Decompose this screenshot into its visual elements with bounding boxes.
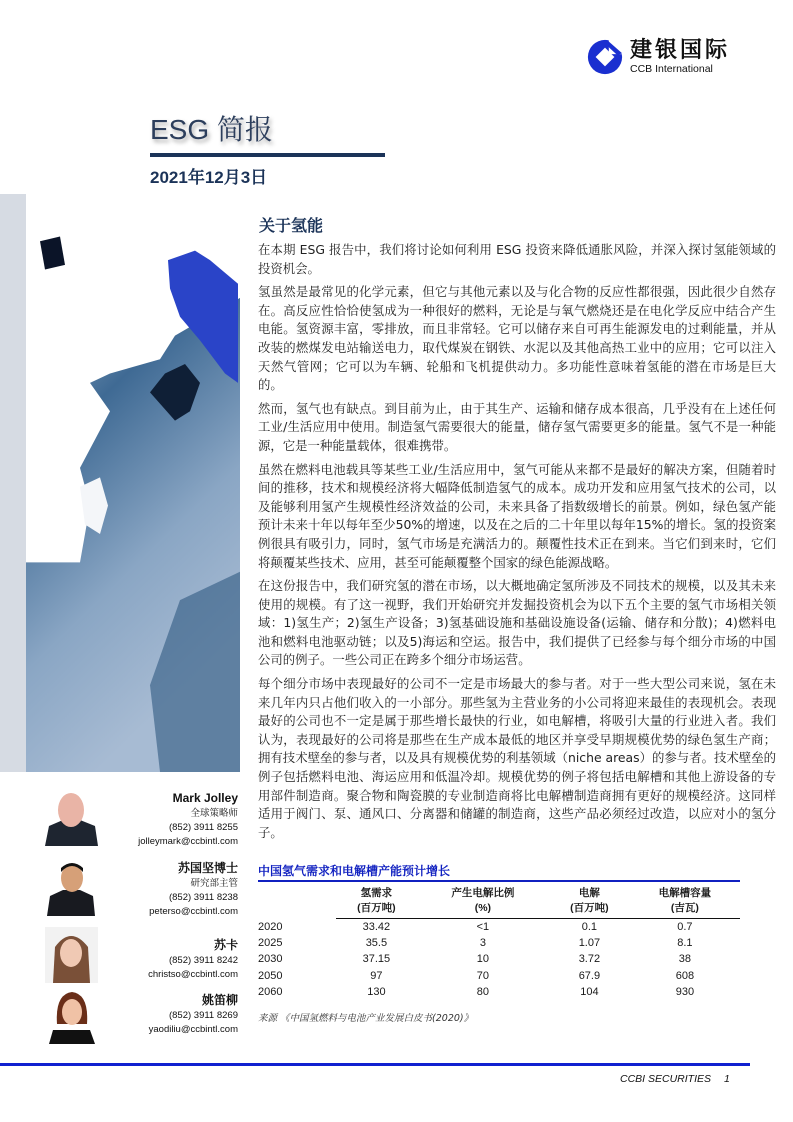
- contact-email[interactable]: peterso@ccbintl.com: [149, 906, 238, 917]
- contact-card: [40, 927, 238, 987]
- table-cell: 0.1: [581, 920, 598, 933]
- table-cell: 10: [476, 953, 490, 966]
- table-cell: 97: [370, 969, 383, 982]
- table-cell: 608: [675, 969, 695, 982]
- contact-title: 研究部主管: [190, 878, 238, 889]
- table-cell: 930: [675, 986, 695, 999]
- footer-rule: [0, 1063, 750, 1066]
- table-source: 来源 《中国氢燃料与电池产业发展白皮书(2020)》: [258, 1013, 474, 1024]
- column-header: 氢需求 (百万吨): [357, 887, 396, 914]
- table-cell: 3.72: [578, 953, 601, 966]
- table-cell: 33.42: [362, 920, 391, 933]
- table-row: [258, 951, 740, 967]
- year-cell: 2025: [258, 937, 283, 950]
- analyst-photo: [45, 988, 98, 1044]
- column-header: 电解 (百万吨): [570, 887, 609, 914]
- column-header: 电解槽容量 (吉瓦): [658, 887, 712, 914]
- table-cell: 0.7: [677, 920, 693, 933]
- table-cell: 35.5: [365, 937, 388, 950]
- page-footer: [620, 1073, 730, 1085]
- contact-title: 全球策略师: [190, 808, 238, 819]
- analyst-photo: [45, 927, 98, 983]
- contact-name: 苏国坚博士: [177, 861, 238, 875]
- brand-logo: [586, 38, 730, 76]
- year-cell: 2020: [258, 920, 283, 933]
- column-header: 产生电解比例 (%): [451, 887, 515, 914]
- contact-name: 姚笛柳: [201, 993, 238, 1007]
- contact-card: [40, 790, 238, 850]
- contact-card: [40, 860, 238, 920]
- table-cell: 1.07: [578, 937, 601, 950]
- page-number: 1: [723, 1073, 730, 1085]
- analyst-photo: [45, 860, 98, 916]
- article-heading: 关于氢能: [259, 216, 324, 235]
- paragraph: 虽然在燃料电池载具等某些工业/生活应用中，氢气可能从来都不是最好的解决方案，但随着时间的推移，技术和规模经济将大幅降低制造氢气的成本。成功开发和应用氢气技术的公司，以及能够利用氢产生规模性经济效益的公司，未来具备了指数级增长的前景。例如，绿色氢产能预计未来十年以每年至少50%的增速，以及在之后的二十年里以每年15%的增长。氢的投资案例很具有吸引力，同时，氢气市场是充满活力的。颠覆性技术正在到来。当它们到来时，它们将颠覆某些技术、应用，甚至可能颠覆整个国家的绿色能源战略。: [258, 461, 776, 570]
- year-cell: 2050: [258, 969, 283, 982]
- report-date: 2021年12月3日: [150, 168, 268, 187]
- brand-name-cn: 建银国际: [630, 38, 731, 63]
- paragraph: 然而，氢气也有缺点。到目前为止，由于其生产、运输和储存成本很高，几乎没有在上述任何工业/生活应用中使用。制造氢气需要很大的能量，储存氢气需要更多的能量。氢气不是一种能源，它是一种能量载体，很难携带。: [258, 400, 776, 453]
- paragraph: 氢虽然是最常见的化学元素，但它与其他元素以及与化合物的反应性都很强，因此很少自然存在。高反应性恰恰使氢成为一种很好的燃料，无论是与氧气燃烧还是在电化学反应中结合产生电能。氢资源丰富，零排放，而且非常轻。它可以储存来自可再生能源发电的过剩能量，并从改装的燃煤发电站输送电力，取代煤炭在钢铁、水泥以及其他高热工业中的应用；它可以注入天然气管网；它可以为车辆、轮船和飞机提供动力。多功能性意味着氢能的潜在市场是巨大的。: [258, 284, 776, 393]
- report-title: ESG 简报: [150, 114, 273, 145]
- table-header-row: [258, 886, 740, 919]
- contact-phone: (852) 3911 8269: [168, 1010, 238, 1021]
- analyst-photo: [45, 790, 98, 846]
- table-cell: <1: [476, 920, 490, 933]
- title-divider: [150, 153, 385, 157]
- table-row: [258, 935, 740, 951]
- contact-name: 苏卡: [213, 938, 238, 952]
- contact-phone: (852) 3911 8242: [168, 955, 238, 966]
- year-cell: 2030: [258, 953, 283, 966]
- table-cell: 37.15: [362, 953, 391, 966]
- paragraph: 在这份报告中，我们研究氢的潜在市场，以大概地确定氢所涉及不同技术的规模，以及其未来使用的规模。有了这一视野，我们开始研究并发掘投资机会为以下五个主要的氢气市场相关领域：1)氢生产；2)氢生产设备；3)氢基础设施和基础设施设备(运输、储存和分散)；4)燃料电池和燃料电池驱动链；以及5)海运和空运。报告中，我们提供了已经参与每个细分市场的中国公司的例子。一些公司正在跨多个细分市场运营。: [258, 578, 776, 668]
- contact-email[interactable]: jolleymark@ccbintl.com: [138, 836, 238, 847]
- column-header: [258, 886, 336, 919]
- table-cell: 70: [476, 969, 490, 982]
- table-row: [258, 968, 740, 984]
- year-cell: 2060: [258, 986, 283, 999]
- ccb-logo-icon: [586, 38, 624, 76]
- world-map-image: [0, 194, 240, 772]
- contact-phone: (852) 3911 8255: [168, 822, 238, 833]
- table-row: [258, 919, 740, 935]
- contact-email[interactable]: christso@ccbintl.com: [148, 969, 238, 980]
- table-cell: 130: [367, 986, 386, 999]
- contact-phone: (852) 3911 8238: [168, 892, 238, 903]
- contact-card: [40, 988, 238, 1048]
- paragraph: 在本期 ESG 报告中，我们将讨论如何利用 ESG 投资来降低通胀风险，并深入探讨氢能领域的投资机会。: [258, 242, 776, 276]
- table-cell: 3: [479, 937, 486, 950]
- contact-name: Mark Jolley: [172, 791, 238, 805]
- table-cell: 104: [580, 986, 599, 999]
- table-cell: 8.1: [677, 937, 693, 950]
- table-cell: 67.9: [578, 969, 601, 982]
- brand-name-en: CCB International: [630, 63, 713, 75]
- contact-email[interactable]: yaodiliu@ccbintl.com: [148, 1024, 238, 1035]
- footer-label: CCBI SECURITIES: [620, 1073, 712, 1085]
- table-cell: 80: [476, 986, 490, 999]
- table-title-rule: [258, 880, 740, 882]
- article-body: [258, 241, 776, 847]
- table-cell: 38: [678, 953, 692, 966]
- table-title: 中国氢气需求和电解槽产能预计增长: [258, 864, 451, 878]
- paragraph: 每个细分市场中表现最好的公司不一定是市场最大的参与者。对于一些大型公司来说，氢在未来几年内只占他们收入的一小部分。那些氢为主营业务的小公司将迎来最佳的表现机会。表现最好的公司也不一定是属于那些增长最快的行业，如电解槽，将吸引大量的行业进入者。我们认为，表现最好的公司将是那些在生产成本最低的地区并享受早期规模优势的绿色氢生产商；拥有技术壁垒的参与者，以及具有规模优势的利基领域（niche areas）的参与者。技术壁垒的例子包括燃料电池、海运应用和低温冷却。规模优势的例子将包括电解槽和其他上游设备的专用部件制造商。聚合物和陶瓷膜的专业制造商将比电解槽制造商拥有更好的规模经济。这同样适用于阀门、泵、通风口、分离器和储罐的制造商，这些产品必须经过改造，以应对小的氢分子。: [258, 676, 776, 840]
- table-row: [258, 984, 740, 1000]
- hydrogen-demand-table: [258, 886, 740, 1000]
